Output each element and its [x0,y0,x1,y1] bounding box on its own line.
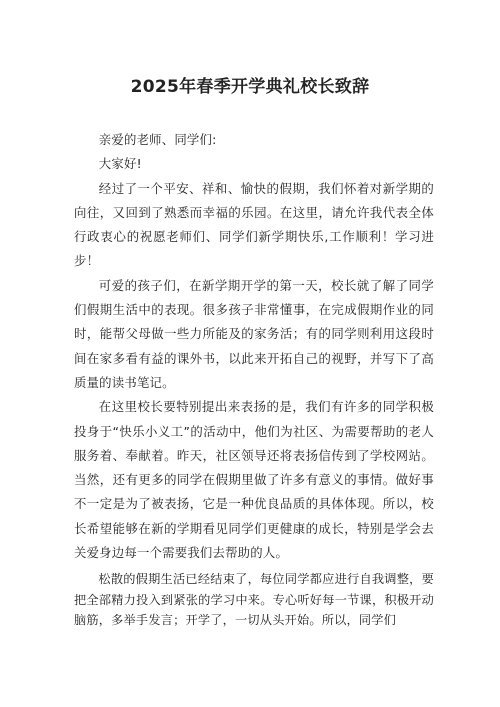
document-title: 2025年春季开学典礼校长致辞 [130,77,370,97]
greeting: 大家好! [98,156,142,172]
paragraph-3: 在这里校长要特别提出来表扬的是，我们有许多的同学积极投身于“快乐小义工”的活动中，他们为社区、为需要帮助的老人服务着、奉献着。昨天，社区领导还将表扬信传到了学校网站。当然，还有更多的同学在假期里做了许多有意义的事情。做好事不一定是为了被表扬，它是一种优良品质的具体体现。所以，校长希望能够在新的学期看见同学们更健康的成长，特别是学会去关爱身边每一个需要我们去帮助的人。 [74,399,434,561]
salutation: 亲爱的老师、同学们: [98,132,217,147]
document-body [74,128,434,631]
paragraph-4: 松散的假期生活已经结束了，每位同学都应进行自我调整，要把全部精力投入到紧张的学习中来。专心听好每一节课，积极开动脑筋，多举手发言；开学了，一切从头开始。所以，同学们 [74,572,434,628]
paragraph-1: 经过了一个平安、祥和、愉快的假期，我们怀着对新学期的向往，又回到了熟悉而幸福的乐园。在这里，请允许我代表全体行政衷心的祝愿老师们、同学们新学期快乐,工作顺利！学习进步！ [74,180,434,269]
paragraph-2: 可爱的孩子们，在新学期开学的第一天，校长就了解了同学们假期生活中的表现。很多孩子非常懂事，在完成假期作业的同时，能帮父母做一些力所能及的家务活；有的同学则利用这段时间在家多看有益的课外书，以此来开拓自己的视野，并写下了高质量的读书笔记。 [74,277,434,390]
